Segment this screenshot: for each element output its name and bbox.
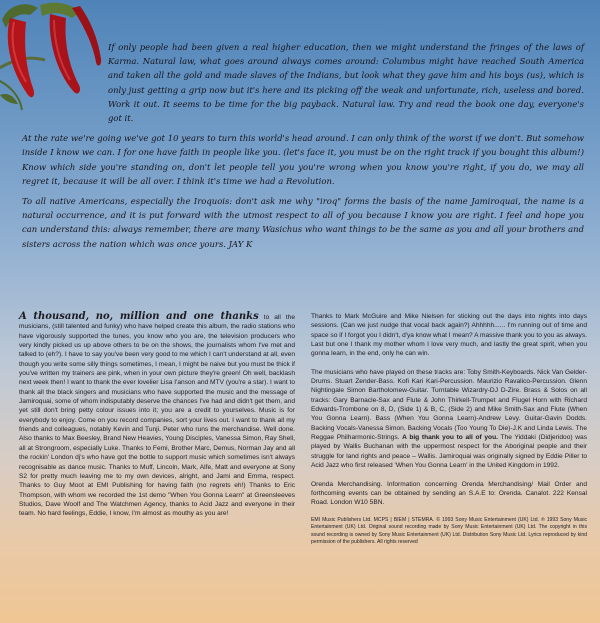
intro-paragraph-3	[22, 194, 584, 251]
yiddaki-note: The Yiddaki (Didjeridoo) was played by Wallis Buchanan with the uppermost respect for the Aboriginal people and their struggle for land rights and peace – Wallis. Jamiroquai was originally signed by Eddie Piller to Acid Jazz who first released 'When You Gonna Learn' in the United Kingdom in 1992.	[311, 434, 587, 470]
intro-text	[22, 40, 584, 257]
thanks-continued: Thanks to Mark McGuire and Mike Nielsen for sticking out the days into nights into days sessions. (Can we just nudge that vocal back again?) Ahhhhh...... I'm running out of time and space so if I forgot you I didn't, d'ya know what I mean? A massive thank you to you as always. Last but one I thank my mother whom I love very much, and lastly the great spirit, when you gonna learn, in the end, only he can win.	[311, 313, 587, 358]
signature: JAY K	[228, 238, 253, 249]
intro-paragraph-1: If only people had been given a real higher education, then we might understand the fringes of the laws of Karma. Natural law, what goes around always comes around: Columbus might have reached South America and taken all the gold and made slaves of the Indians, but look what they gave him and his boys (us), which is only just getting a grip now but it's here and its picking off the weak and unfortunate, rich, useless and bored. Work it out. It seems to be time for the big payback. Natural law. Try and read the book one day, everyone's got it.	[108, 42, 584, 124]
credits-column	[311, 312, 587, 556]
thanks-lead: A thousand, no, million and one thanks	[19, 311, 259, 322]
thanks-paragraph	[19, 312, 295, 519]
musicians-list: The musicians who have played on these tracks are: Toby Smith-Keyboards. Nick Van Gelder-Drums. Stuart Zender-Bass. Kofi Kari Kari-Percussion. Maurizio Ravalico-Percussion. Glenn Nightingale Simon Bartholomew-Guitar. Turntable Wizardry-DJ D-Zire. Brass & Solos on all tracks: Gary Barnacle-Sax and Flute & John Thirkell-Trumpet and Flugel Horn with Richard Edwards-Trombone on 8, D, (Side 1) & B, C, (Side 2) and Mike Smith-Sax and Flute (When You Gonna Learn). Bass (When You Gonna Learn)-Andrew Levy. Guitar-Gavin Dodds. Backing Vocals-Vanessa Simon. Backing Vocals (Too Young To Die)-J.K and Linda Lewis. The Reggae Philharmonic-Strings.	[311, 368, 587, 442]
musicians-credits	[311, 368, 587, 471]
credits-columns	[19, 312, 587, 556]
big-thank-you: A big thank you to all of you.	[402, 434, 498, 442]
thanks-body: to all the musicians, (still talented and funky) who have helped create this album, the radio stations who have vigorously supported the tunes, you know who you are, the television producers who very kindly picked us up above others to be on the shows, the journalists whom I've met and talked to (eh?). I have to say you've been very good to me which I can't understand at all, even though you write some silly things sometimes, I mean, I might be naive but you must be thick if you've written my trainers are pink, when in your own picture they're green! Oh well, backlash next week then! I want to thank the ever lovelier Lisa I'anson and MTV (you're a star). I want to thank all the black singers and musicians who have supported the music and the message of Jamiroquai, some of whom indisputably deserve the chances I've had and didn't get them, and yet still don't bring petty colour issues into it; you are a credit to yourselves. Music is for everybody to enjoy. Come on you record companies, sort your lives out. I want to thank all my friends and colleagues, notably Kevin and Tunji. Peter who runs the merchandise. Well done. Also thanks to Max Beesley, Brand New Heavies, Young Disciples, Vanessa Simon, Ray Shell, all at Strongroom, especially Luke. Thanks to Femi, Brother Marc, Demus, Norman Jay and all the rockin' London dj's who have got the bottle to support music which sometimes isn't always recognisable as dance music. Thanks to Muff, Lincoln, Mark, Alfe, Matt and everyone at Sony S2 for pretty much leaving me to my own devices, alright, and Jami and Emma, respect. Thanks to Guy Moot at EMI Publishing for having faith (no regrets eh!) Thanks to Eric Thompson, with whom we recorded the 1st demo "When You Gonna Learn" at Greensleeves Studios, Dave Woolf and The Watchmen Agency, thanks to Acid Jazz and everyone in their team. No hard feelings, Eddie, I know, I'm almost as mouthy as you are!	[19, 314, 295, 518]
intro-paragraph-2: At the rate we're going we've got 10 years to turn this world's head around. I can only think of the worst if we don't. But somehow inside I know we can. I for one have faith in people like you. (let's face it, you must be on the right track if you bought this album!) Know which side you're standing on, don't let people tell you you're wrong when you know you're right, if you do, we may all regret it, because it will be all over. I think it's time we had a Revolution.	[22, 133, 584, 186]
merchandising-info: Orenda Merchandising. Information concerning Orenda Merchandising/ Mail Order and forthcoming events can be obtained by sending an S.A.E to: Orenda. Canalot. 222 Kensal Road. London W10 5BN.	[311, 480, 587, 507]
intro-paragraph-3-text: To all native Americans, especially the Iroquois: don't ask me why "iroq" forms the basis of the name Jamiroquai, the name is a natural occurrence, and it is put forward with the utmost respect to all of you because I know you are right. I feel and hope you can understand this: always remember, there are many Wasichus who want things to be the same as you and all your brothers and sisters across the nation which was once yours.	[22, 196, 584, 249]
thanks-column	[19, 312, 295, 556]
copyright-notice: EMI Music Publishers Ltd. MCPS | BIEM | STEMRA. © 1993 Sony Music Entertainment (UK) Ltd. ℗ 1993 Sony Music Entertainment (UK) Ltd. Original sound recording made by Sony Music Entertainment (UK) Ltd. The copyright in this sound recording is owned by Sony Music Entertainment (UK) Ltd. Distribution Sony Music Ltd. Lyrics reproduced by kind permission of the publishers. All rights reserved	[311, 516, 587, 546]
